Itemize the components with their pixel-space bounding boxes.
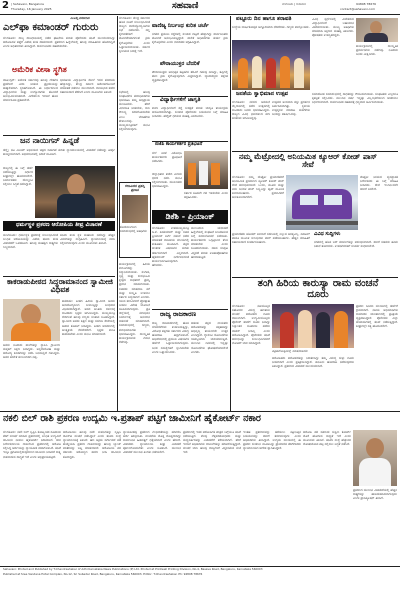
center-body-g: ಬೆಂಗಳೂರು: ಉಪಮುಖ್ಯಮಂತ್ರಿ ಡಿ.ಕೆ. ಶಿವಕುಮಾರ್ ಮತ್ತು ಸಚಿವ ಪ್ರಿಯಾಂಕ್ ಖರ್ಗೆ ನಡುವೆ ನಡೆದ ಮಾತುಕತೆ ರಾಜಕೀಯ ವಲಯದಲ್ಲಿ ಕುತೂಹಲ ಮೂಡಿಸಿದೆ. ಪಕ್ಷದ ಆಂತರಿಕ ವಿಷಯಗಳ ಕುರಿತು ಚರ್ಚಿಸಲಾಗಿದೆ ಎನ್ನಲಾಗಿದೆ. ಹೈಕಮಾಂಡ್ ನಿರ್ದೇಶನದಂತೆ ಕಾರ್ಯನಿರ್ವಹಿಸುವುದಾಗಿ ಹೇಳಿದರು. bbox=[152, 226, 189, 267]
right-body-i: ಬೆಂಗಳೂರು: ನಟಿಯೊಬ್ಬರ ಸಹೋದರಿ ವಿರುದ್ಧ ಹಣಕಾಸು ವಂಚನೆ ಆರೋಪದ ದೂರು ದಾಖಲಾಗಿದೆ. ಉದ್ಯಮಿಯೊಬ್ಬರು ಪೊಲೀಸ್ ಠಾಣೆಗೆ ದೂರು ನೀಡಿದ್ದು ಲಕ್ಷಾಂತರ ರೂಪಾಯಿ ಪಡೆದು ವಾಪಸ್ ನೀಡಿಲ್ಲ ಎಂದು ಆರೋಪಿಸಿದ್ದಾರೆ. ಪೊಲೀಸರು ತನಿಖೆ ಆರಂಭಿಸಿದ್ದು ಸಂಬಂಧಿಸಿದವರಿಗೆ ನೋಟಿಸ್ ಜಾರಿ ಮಾಡಿದ್ದಾರೆ. bbox=[232, 304, 270, 345]
page-number: 2 bbox=[2, 0, 9, 11]
col1-body-c: ಭಾರತೀಯ ವಿದ್ಯಾರ್ಥಿಗಳ ಮೇಲೆ ಇದರ ಪರಿಣಾಮ ಹೆಚ್ಚಾಗಿದ್ದು, ಕೇಂದ್ರ ಸರ್ಕಾರ ಅಮೆರಿಕದೊಂದಿಗೆ ಮಾತುಕತೆ ನಡೆಸಲು ಮುಂದಾಗಿದೆ. ರಾಯಭಾರ ಕಚೇರಿ ಸಹಾಯವಾಣಿ ತೆರೆದಿದೆ ಎಂದು ಮೂಲಗಳು ತಿಳಿಸಿವೆ. bbox=[60, 78, 115, 95]
col-divider-2 bbox=[230, 16, 231, 411]
col2-body-c: ಕಾರ್ಯಕ್ರಮದಲ್ಲಿ ಹಿರಿಯ ಕಲಾವಿದರನ್ನು ಸನ್ಮಾನಿಸಲಾಯಿತು. ಸಂಗೀತ, ನೃತ್ಯ ಮತ್ತು ರಂಗಭೂಮಿ ಕ್ಷೇತ್ರದ ಸಾಧಕರಿಗೆ ಪ್ರಶಸ್ತಿ ಪ್ರದಾನ ಮಾಡಲಾಯಿತು. ಸಚಿವರು ಮಾತನಾಡಿ ಕಲೆ ಮತ್ತು ಸಂಸ್ಕೃತಿ ಉಳಿಸಲು ಸರ್ಕಾರ ಬದ್ಧವಾಗಿದೆ ಎಂದರು. ಯುವ ಕಲಾವಿದರಿಗೆ ಪ್ರೋತ್ಸಾಹ ನೀಡಲು ವಿಶೇಷ ಯೋಜನೆ ರೂಪಿಸಲಾಗುವುದು. ಪ್ರತಿ ಜಿಲ್ಲೆಯಲ್ಲಿ ಕಲಾಭವನ ನಿರ್ಮಾಣಕ್ಕೆ ಅನುದಾನ ಬಿಡುಗಡೆ ಮಾಡಲಾಗಿದೆ. ಸಮಾರಂಭದಲ್ಲಿ ಗಣ್ಯರು, ಕಲಾಭಿಮಾನಿಗಳು ಭಾಗವಹಿಸಿದ್ದರು. ಸಾಂಸ್ಕೃತಿಕ ಕಾರ್ಯಕ್ರಮಗಳು ಗಮನ ಸೆಳೆದವು. bbox=[119, 262, 150, 344]
center-body-e: ಜಿಲ್ಲಾಧಿಕಾರಿ ಕಚೇರಿ ಎದುರು ಧರಣಿ ನಡೆಸಿ ಮನವಿ ಸಲ್ಲಿಸಲಾಯಿತು. ಮುಖಂಡರು ಭಾಗವಹಿಸಿದ್ದರು. bbox=[152, 172, 182, 189]
col2-body-b: ಸಭೆಯಲ್ಲಿ ಹಲವು ಸಂಘಟನೆಗಳ ಪದಾಧಿಕಾರಿಗಳು ಭಾಗವಹಿಸಿ ತಮ್ಮ ಅಭಿಪ್ರಾಯ ಮಂಡಿಸಿದರು. ತೆರಿಗೆ ವಿನಾಯಿತಿ ನೀಡಬೇಕು, ಸಾಲ ಸೌಲಭ್ಯ ಸರಳಗೊಳಿಸಬೇಕು ಎಂಬ ಬೇಡಿಕೆಗಳು ಕೇಳಿಬಂದವು. ಮುಖ್ಯಮಂತ್ರಿಗಳಿಗೆ ಮನವಿ ಸಲ್ಲಿಸಲಾಗುವುದು. bbox=[119, 90, 150, 131]
right-body-g: ಪ್ರಯಾಣಿಕರು ಟೋಕನ್ ಖರೀದಿಗೆ ಸರದಿಯಲ್ಲಿ ನಿಲ್ಲುವ ಅಗತ್ಯವಿಲ್ಲ. ಡಿಜಿಟಲ್ ಪಾವತಿ ಮೂಲಕ ಸುಲಭವಾಗಿ ಪಾಸ್ ಪಡೆಯಬಹುದು. ಹೆಚ್ಚಿನ ಮಾಹಿತಿಗೆ ಸಹಾಯವಾಣಿ ಸಂಪರ್ಕಿಸಬಹುದು. bbox=[232, 232, 310, 245]
banner-rule-top bbox=[0, 411, 400, 412]
col1-body-e: ರಾಜ್ಯದಲ್ಲಿ ಈ ಬಗ್ಗೆ ಚರ್ಚೆ ನಡೆಯುತ್ತಿದ್ದು ನಿರ್ಧಾರ ಶೀಘ್ರದಲ್ಲೇ ಹೊರಬೀಳಲಿದೆ. ನಿರ್ಮಾಪಕರು ಮೇಲ್ಮನವಿ ಸಲ್ಲಿಸಲು ಸಿದ್ಧತೆ ನಡೆಸಿದ್ದಾರೆ. bbox=[3, 166, 33, 187]
col1-body-d: ಚೆನ್ನೈ: ನಟ ವಿಜಯ್ ಅಭಿನಯದ ಚಿತ್ರದ ಬಿಡುಗಡೆ ಕುರಿತು ನ್ಯಾಯಾಲಯದಲ್ಲಿ ವಿಚಾರಣೆ ನಡೆದಿದ್ದು ತೀರ್ಪು ಕಾಯ್ದಿರಿಸಲಾಗಿದೆ. ಅಭಿಮಾನಿಗಳಲ್ಲಿ ನಿರಾಸೆ ಮೂಡಿದೆ. bbox=[3, 148, 115, 157]
right-photo-event bbox=[232, 40, 310, 90]
center-body-i: ರಾಜ್ಯ ರಾಜಕಾರಣದಲ್ಲಿ ಹೊಸ ಬೆಳವಣಿಗೆಗಳು ಕಂಡುಬರುತ್ತಿದ್ದು, ವಿರೋಧ ಪಕ್ಷಗಳು ಸರ್ಕಾರದ ವಿರುದ್ಧ ಹೋರಾಟ ತೀವ್ರಗೊಳಿಸಿವೆ. ಅಧಿವೇಶನದಲ್ಲಿ ಪ್ರಮುಖ ವಿಷಯಗಳ ಚರ್ಚೆಗೆ ಒತ್ತಾಯಿಸಲಾಗುವುದು. ಜನರ ಸಮಸ್ಯೆಗಳಿಗೆ ಸ್ಪಂದಿಸಬೇಕು ಎಂದು ಒತ್ತಾಯಿಸಿದರು. bbox=[152, 321, 189, 354]
right-body-d: ಸಮಾರೋಪ ಸಮಾರಂಭದಲ್ಲಿ ಸಾಧಕರನ್ನು ಗೌರವಿಸಲಾಯಿತು. ಸಂಘಟಕರು ಎಲ್ಲರಿಗೂ ಕೃತಜ್ಞತೆ ಸಲ್ಲಿಸಿದರು. ಮುಂದಿನ ವರ್ಷ ಇನ್ನಷ್ಟು ವಿಜೃಂಭಣೆಯಿಂದ ಆಚರಿಸಲು ನಿರ್ಧರಿಸಲಾಗಿದೆ. ಸಾರ್ವಜನಿಕರ ಸಹಕಾರಕ್ಕೆ ಧನ್ಯವಾದ ಅರ್ಪಿಸಲಾಯಿತು. bbox=[312, 92, 398, 105]
right-photo-group bbox=[272, 304, 354, 348]
masthead-logo: ಸಹವಾಣಿ bbox=[172, 1, 199, 11]
col2-box-title: ಕಲಾವಿದರ ಪ್ರಶಸ್ತಿ ಪ್ರದಾನ bbox=[125, 184, 145, 193]
banner-body-b: ಆರೋಪಿಯು ಹಲವು ನಕಲಿ ಕಂಪನಿಗಳನ್ನು ಸೃಷ್ಟಿಸಿ ಜಿಎಸ್‌ಟಿ ವಂಚನೆ ನಡೆಸಿದ್ದಾನೆ ಎಂದು ತನಿಖಾ ಸಂಸ್ಥೆ ನ್ಯಾಯಾಲಯಕ್ಕೆ ತಿಳಿಸಿದೆ. ಹಣ ಅಕ್ರಮ ವರ್ಗಾವಣೆ ತಡೆ ಕಾಯ್ದೆಯಡಿ ಪ್ರಕರಣ ದಾಖಲಾಗಿದ್ದು ಹಲವು ಬ್ಯಾಂಕ್ ಖಾತೆಗಳನ್ನು ಜಪ್ತಿ ಮಾಡಲಾಗಿದೆ. ಆರೋಪಿಯ ಪರ ವಕೀಲರು ಆರೋಗ್ಯದ ಕಾರಣ ನೀಡಿ ಜಾಮೀನು ಕೋರಿದ್ದರು. bbox=[63, 430, 121, 459]
col2-headline: ವಾಣಿಜ್ಯ ನಿರ್ಬಂಧ ಕುರಿತ ಚರ್ಚೆ bbox=[152, 23, 209, 29]
banner-photo-accused bbox=[353, 430, 397, 486]
right-photo-portrait bbox=[356, 18, 398, 42]
col1-sub: ಅಮೆರಿಕ ವೀಸಾ ಸ್ಥಗಿತ bbox=[12, 65, 67, 74]
right-body-h: ನಗರದಲ್ಲಿ ಹೊಸ ಬಸ್ ಮಾರ್ಗಗಳನ್ನು ಆರಂಭಿಸಲಾಗಿದೆ. ಸಾರಿಗೆ ಸಚಿವರು ಹಸಿರು ನಿಶಾನೆ ತೋರಿದರು. ಉಪನಗರಗಳಿಗೆ ಸಂಪರ್ಕ ಸುಧಾರಿಸಲಿದೆ. bbox=[314, 240, 398, 249]
col1-body-b: ವಾಷಿಂಗ್ಟನ್: ಅಮೆರಿಕ ಸರ್ಕಾರವು ಹಲವು ದೇಶಗಳ ಪ್ರಜೆಗಳಿಗೆ ವೀಸಾ ನೀಡುವ ಪ್ರಕ್ರಿಯೆಯನ್ನು ತಾತ್ಕಾಲಿಕವಾಗಿ ಸ್ಥಗಿತಗೊಳಿಸಿದೆ. ಈ ನಿರ್ಧಾರದಿಂದ ವಿದ್ಯಾರ್ಥಿಗಳು ಮತ್ತು ಉದ್ಯೋಗಿಗಳು ತೊಂದರೆ ಅನುಭವಿಸುವಂತಾಗಿದೆ. ವಿದೇಶಾಂಗ ಇಲಾಖೆ ಹೊಸ ಮಾರ್ಗಸೂಚಿ ಪ್ರಕಟಿಸಲಿದೆ. bbox=[3, 78, 58, 103]
right-body-f: ಮೆಟ್ರೋ ನಿಗಮದ ವ್ಯವಸ್ಥಾಪಕ ನಿರ್ದೇಶಕರು ಈ ಬಗ್ಗೆ ಮಾಹಿತಿ ನೀಡಿದರು. ಸೇವೆ ಇಂದಿನಿಂದಲೇ ಜಾರಿಗೆ ಬರಲಿದೆ. bbox=[360, 175, 398, 192]
masthead bbox=[0, 0, 400, 14]
col1-body-g: ತನಿಖಾ ತಂಡ ಸ್ಥಳ ಮಹಜರು ನಡೆಸಿದ್ದು ಹೆಚ್ಚಿನ ವಿವರಗಳನ್ನು ಸಂಗ್ರಹಿಸಿದೆ. ನ್ಯಾಯಾಲಯಕ್ಕೆ ವರದಿ ಸಲ್ಲಿಸಲಾಗುವುದು ಎಂದು ಮೂಲಗಳು ತಿಳಿಸಿವೆ. bbox=[60, 233, 115, 246]
right-photo-metro bbox=[286, 175, 358, 230]
col2-box-caption: ಕೋರಮಂಗಲದ ಸಮಾರಂಭದಲ್ಲಿ ಅತಿಥಿಗಳು bbox=[120, 225, 147, 234]
center-body-d: ಬೆಲೆ ಏರಿಕೆ ವಿರೋಧಿಸಿ ಕಾರ್ಯಕರ್ತರು ಪ್ರತಿಭಟನೆ ನಡೆಸಿದರು. bbox=[152, 151, 182, 164]
center-state-head: ರಾಜ್ಯ ರಾಜಕಾರಣ bbox=[160, 310, 197, 318]
right-body-a: ಸಂಸ್ಥೆಯ ವಾರ್ಷಿಕೋತ್ಸವ ಅದ್ದೂರಿಯಾಗಿ ನೆರವೇರಿತು. ಗಣ್ಯರು ಪಾಲ್ಗೊಂಡರು. bbox=[232, 25, 310, 29]
center-heading-3: ಬಿಜೆಪಿ ಕಾರ್ಯಕರ್ತರ ಪ್ರತಿಭಟನೆ bbox=[155, 142, 203, 147]
footer-line-1: Sahavani: Printed and Published by T.Chandrashekar of Adhi Karnataka News Publications (P) Ltd. Printed at Printwell Printing Division, No.4, Basava Road, Bengaluru, Karnataka 560003 bbox=[3, 567, 263, 571]
right-side-head: ವಿವಿಧ ಸುದ್ದಿಗಳು bbox=[314, 231, 341, 237]
masthead-phone: 94808 78676 bbox=[356, 2, 377, 6]
right-body-e: ಬೆಂಗಳೂರು: ನಮ್ಮ ಮೆಟ್ರೋ ಪ್ರಯಾಣಿಕರಿಗೆ ಅನಿಯಮಿತ ಪ್ರಯಾಣದ ಕ್ಯೂಆರ್ ಕೋಡ್ ಪಾಸ್ ಸೇವೆ ಆರಂಭಿಸಲಾಗಿದೆ. ಒಂದು, ಮೂರು ಮತ್ತು ಐದು ದಿನಗಳ ಪಾಸ್ ಲಭ್ಯವಿದ್ದು ಆ್ಯಪ್ ಮೂಲಕ ಖರೀದಿಸಬಹುದು. ಪ್ರವಾಸಿಗರಿಗೆ ಅನುಕೂಲವಾಗಲಿದೆ. bbox=[232, 175, 284, 200]
center-heading-2: ವಿದ್ಯಾರ್ಥಿಗಳಿಗೆ ಜಾಗೃತಿ bbox=[160, 97, 201, 103]
masthead-left-line2: Thursday, 16 January 2025 bbox=[11, 7, 52, 11]
banner-body-a: ಬೆಂಗಳೂರು: ನಕಲಿ ಬಿಲ್ ಸೃಷ್ಟಿಸಿ ಕೋಟ್ಯಂತರ ರೂಪಾಯಿ ತೆರಿಗೆ ವಂಚನೆ ಮಾಡಿದ ಪ್ರಕರಣದಲ್ಲಿ ಬಂಧಿತ ಉದ್ಯಮಿಗೆ ಜಾಮೀನು ನೀಡಲು ಹೈಕೋರ್ಟ್ ನಿರಾಕರಿಸಿದೆ. ಜಾರಿ ನಿರ್ದೇಶನಾಲಯ ದಾಖಲಿಸಿದ ಪ್ರಕರಣದಲ್ಲಿ ಆರೋಪಿ ಸಲ್ಲಿಸಿದ್ದ ಅರ್ಜಿಯನ್ನು ನ್ಯಾಯಪೀಠ ವಜಾಗೊಳಿಸಿದೆ. ತನಿಖೆ ಇನ್ನೂ ಪ್ರಗತಿಯಲ್ಲಿರುವುದರಿಂದ ಜಾಮೀನು ನೀಡಿದರೆ ಸಾಕ್ಷ್ಯ ನಾಶವಾಗುವ ಸಾಧ್ಯತೆ ಇದೆ ಎಂದು ಅಭಿಪ್ರಾಯಪಟ್ಟಿದೆ. bbox=[3, 430, 61, 459]
right-big-head: ತಂಗಿ ಹಿರಿಯ ಕಾರುಸ್ಯಾ ರಾಮ ವಂಚನೆ ದೂರು bbox=[257, 278, 379, 300]
center-body-a: ನಗರದ ಪ್ರಮುಖ ರಸ್ತೆಗಳಲ್ಲಿ ಸಂಚಾರ ದಟ್ಟಣೆ ಹೆಚ್ಚಾಗಿದ್ದು ಸಾರ್ವಜನಿಕರು ತೊಂದರೆ ಅನುಭವಿಸುತ್ತಿದ್ದಾರೆ. ಪಾಲಿಕೆ ಅಧಿಕಾರಿಗಳು ತುರ್ತು ಕ್ರಮ ಕೈಗೊಳ್ಳಬೇಕು ಎಂದು ನಾಗರಿಕರು ಆಗ್ರಹಿಸಿದ್ದಾರೆ. bbox=[152, 32, 228, 45]
center-dk-head: ಡಿಕೆಶಿ - ಪ್ರಿಯಾಂಕ್ bbox=[152, 210, 228, 224]
col1-body-h: ಕಾಕರಾಡು: ಪೀಠದ ಹಿರಿಯ ಸ್ವಾಮೀಜಿ ಅವರು ಅನಾರೋಗ್ಯದಿಂದ ಬಳಲುತ್ತಿದ್ದು ಬುಧವಾರ ವಿಧಿವಶರಾಗಿದ್ದಾರೆ. ಅವರ ಅಂತಿಮ ದರ್ಶನಕ್ಕೆ ಸಾವಿರಾರು ಭಕ್ತರು ಆಗಮಿಸಿದ್ದರು. ಮುಖ್ಯಮಂತ್ರಿ ಸೇರಿದಂತೆ ಹಲವು ಗಣ್ಯರು ಸಂತಾಪ ಸೂಚಿಸಿದ್ದಾರೆ. ಸ್ವಾಮೀಜಿ ಅವರು ಶಿಕ್ಷಣ ಮತ್ತು ಸಮಾಜ ಸೇವೆಯಲ್ಲಿ ಅಪಾರ ಕೊಡುಗೆ ನೀಡಿದ್ದರು. ಪೀಠದ ಆವರಣದಲ್ಲಿ ಅಂತ್ಯಕ್ರಿಯೆ ನೆರವೇರಲಿದೆ. ಭಕ್ತರು ಶಾಂತಿ ಕಾಪಾಡಬೇಕು ಎಂದು ಮನವಿ ಮಾಡಲಾಗಿದೆ. bbox=[62, 299, 115, 336]
center-body-h: ಮುಂಬರುವ ಚುನಾವಣೆ ಹಿನ್ನೆಲೆಯಲ್ಲಿ ಸಂಘಟನೆ ಬಲಪಡಿಸುವ ಬಗ್ಗೆ ಸಮಾಲೋಚನೆ ನಡೆಯಿತು. ಕಾರ್ಯಕರ್ತರು ಒಗ್ಗಟ್ಟಿನಿಂದ ಕೆಲಸ ಮಾಡಬೇಕು ಎಂದು ಸೂಚಿಸಲಾಯಿತು. ಸಚಿವ ಸಂಪುಟ ವಿಸ್ತರಣೆ ಕುರಿತು ಊಹಾಪೋಹಗಳು ಹರಿದಾಡುತ್ತಿವೆ. bbox=[191, 226, 228, 259]
center-body-c: ಶಾಲಾ ವಿದ್ಯಾರ್ಥಿಗಳಿಗೆ ರಸ್ತೆ ಸುರಕ್ಷತೆ ಕುರಿತು ಜಾಗೃತಿ ಕಾರ್ಯಕ್ರಮ ಆಯೋಜಿಸಲಾಗಿತ್ತು. ಸಂಚಾರ ಪೊಲೀಸರು ನಿಯಮಗಳ ಬಗ್ಗೆ ಮಾಹಿತಿ ನೀಡಿದರು. ಹೆಲ್ಮೆಟ್ ಧರಿಸುವ ಮಹತ್ವ ವಿವರಿಸಿದರು. bbox=[152, 106, 228, 119]
col1-body-a: ಬೆಂಗಳೂರು: ರಾಜ್ಯ ರಾಜಧಾನಿಯಲ್ಲಿ ನಡೆದ ಘಟನೆಯ ಕುರಿತು ಪೊಲೀಸರು ತನಿಖೆ ಮುಂದುವರಿಸಿದ್ದು ಆರೋಪಿಗಳ ಪತ್ತೆಗೆ ವಿಶೇಷ ತಂಡ ರಚಿಸಲಾಗಿದೆ. ಪ್ರಕರಣದ ಹಿನ್ನೆಲೆಯಲ್ಲಿ ಹಲವು ಮಾಹಿತಿಗಳು ಹೊರಬಿದ್ದಿವೆ ಎಂದು ಅಧಿಕಾರಿಗಳು ತಿಳಿಸಿದ್ದಾರೆ. ಸಾರ್ವಜನಿಕರು ಸಹಕರಿಸಬೇಕು. bbox=[3, 36, 115, 49]
col1-body-f: ಮಂಗಳೂರು: ಧರ್ಮಸ್ಥಳ ಪ್ರಕರಣಕ್ಕೆ ಸಂಬಂಧಿಸಿದಂತೆ ಬಂಧಿತ ಆರೋಪಿಯನ್ನು ವಿಶೇಷ ತನಿಖಾ ತಂಡ ವಿಚಾರಣೆಗೆ ಒಳಪಡಿಸಿದೆ. ಹಲವು ಮಹತ್ವದ ಸಾಕ್ಷ್ಯಗಳು ಲಭ್ಯವಾಗಿವೆ. bbox=[3, 233, 58, 250]
col1-box-head: ಧರ್ಮಸ್ಥಳ ಪ್ರಕರಣ ಆರೋಪಿಯ ತೀವ್ರ ವಿಚಾರಣೆ bbox=[3, 221, 115, 231]
right-body-j: ಆರೋಪಿತರು ಆರೋಪಗಳನ್ನು ನಿರಾಕರಿಸಿದ್ದು ತಮ್ಮ ವಿರುದ್ಧ ಸುಳ್ಳು ದೂರು ನೀಡಲಾಗಿದೆ ಎಂದು ಪ್ರತಿಕ್ರಿಯಿಸಿದ್ದಾರೆ. ಕಾನೂನು ಹೋರಾಟ ನಡೆಸುವುದಾಗಿ ತಿಳಿಸಿದ್ದಾರೆ. ಪ್ರಕರಣದ ವಿಚಾರಣೆ ಮುಂದುವರಿದಿದೆ. bbox=[272, 356, 354, 369]
col1-body-i: ಅವರು ನೂರಾರು ಶಾಲೆಗಳನ್ನು ಸ್ಥಾಪಿಸಿ ಗ್ರಾಮೀಣ ಮಕ್ಕಳಿಗೆ ಶಿಕ್ಷಣ ನೀಡಿದ್ದರು. ಅನ್ನದಾಸೋಹ ಮತ್ತು ಆರೋಗ್ಯ ಶಿಬಿರಗಳನ್ನು ನಡೆಸಿ ಜನಮನ್ನಣೆ ಗಳಿಸಿದ್ದರು. ಅವರ ಅಗಲಿಕೆ ತುಂಬಲಾರದ ನಷ್ಟ. bbox=[3, 343, 60, 360]
col1-bottom-head: ಕಾಕರಾಡುಪೀಠದ ಸಿದ್ಧರಾಮಾನಂದ ಸ್ವಾಮೀಜಿ ವಿಧಿವಶ bbox=[7, 277, 113, 294]
col1-kicker: ಎಂಎಲ್ಸಿ ವರದಿಗಾರ bbox=[70, 16, 90, 20]
masthead-right-line1: ಬೆಂಗಳೂರು | ಗುರುವಾರ bbox=[282, 2, 306, 6]
col1-photo-swamiji bbox=[3, 299, 60, 341]
right-body-k: ಪ್ರಕರಣ ಸಿನಿಮಾ ವಲಯದಲ್ಲಿ ಚರ್ಚೆಗೆ ಗ್ರಾಸವಾಗಿದೆ. ನಟಿಯ ಅಭಿಮಾನಿಗಳು ಸಾಮಾಜಿಕ ಜಾಲತಾಣದಲ್ಲಿ ಪ್ರತಿಕ್ರಿಯೆ ವ್ಯಕ್ತಪಡಿಸಿದ್ದಾರೆ. ಪೊಲೀಸರು ಎಲ್ಲಾ ಆಯಾಮಗಳಲ್ಲಿ ತನಿಖೆ ನಡೆಸುತ್ತಿದ್ದಾರೆ. ಶೀಘ್ರದಲ್ಲೇ ಸತ್ಯ ಹೊರಬರಲಿದೆ. bbox=[356, 304, 398, 329]
right-caption-2: ಪತ್ರಿಕಾಗೋಷ್ಠಿಯಲ್ಲಿ ಮಾತನಾಡಿದರು bbox=[272, 349, 308, 353]
masthead-rule bbox=[0, 14, 400, 15]
right-body-c: ಉತ್ಸವದ ಅಂಗವಾಗಿ ವಸ್ತು ಪ್ರದರ್ಶನ ಏರ್ಪಡಿಸಲಾಗಿತ್ತು. ಸ್ಥಳೀಯ ಉತ್ಪನ್ನಗಳ ಮಾರಾಟ ಮಳಿಗೆಗಳು ಜನರನ್ನು ಆಕರ್ಷಿಸಿದವು. bbox=[272, 100, 310, 117]
col2-box-photo bbox=[122, 195, 148, 223]
center-photo-protest bbox=[184, 151, 228, 189]
center-body-j: ಆಡಳಿತ ಪಕ್ಷದ ನಾಯಕರು ಆರೋಪಗಳನ್ನು ತಳ್ಳಿಹಾಕಿದ್ದು ಅಭಿವೃದ್ಧಿ ಕಾರ್ಯಗಳೇ ಉತ್ತರ ಎಂದಿದ್ದಾರೆ. ಗ್ಯಾರಂಟಿ ಯೋಜನೆಗಳು ಯಶಸ್ವಿಯಾಗಿ ಜಾರಿಯಾಗುತ್ತಿವೆ. ಮುಂದಿನ ದಿನಗಳಲ್ಲಿ ಇನ್ನಷ್ಟು ಯೋಜನೆಗಳು ಘೋಷಣೆಯಾಗಲಿವೆ ಎಂದರು. bbox=[191, 321, 228, 354]
right-col-a: ವಿವಿಧ ಸ್ಪರ್ಧೆಗಳಲ್ಲಿ ವಿಜೇತರಾದ ವಿದ್ಯಾರ್ಥಿಗಳಿಗೆ ಬಹುಮಾನ ವಿತರಿಸಲಾಯಿತು. ಮುಖ್ಯ ಅತಿಥಿಗಳು ಮಾತನಾಡಿ ಶಿಕ್ಷಣದ ಮಹತ್ವ ತಿಳಿಸಿದರು. ಪೋಷಕರು ಉಪಸ್ಥಿತರಿದ್ದರು. bbox=[312, 17, 354, 38]
right-metro-head: ನಮ್ಮ ಮೆಟ್ರೋದಲ್ಲಿ ಅನಿಯಮಿತ ಕ್ಯೂಆರ್ ಕೋಡ್ ಪಾಸ್ ಸೇವೆ bbox=[238, 152, 378, 169]
banner-body-g: ಪ್ರಕರಣದ ಮುಂದಿನ ವಿಚಾರಣೆಯಲ್ಲಿ ಹೆಚ್ಚಿನ ಸಾಕ್ಷ್ಯಗಳನ್ನು ಹಾಜರುಪಡಿಸಲಾಗುವುದು ಎಂದು ಪ್ರಾಸಿಕ್ಯೂಷನ್ ತಿಳಿಸಿದೆ. bbox=[353, 488, 397, 501]
banner-body-c: ನ್ಯಾಯಪೀಠವು ಪ್ರಕರಣದ ಗಂಭೀರತೆಯನ್ನು ಪರಿಗಣಿಸಿ ಅರ್ಜಿ ತಿರಸ್ಕರಿಸಿತು. ವಂಚನೆಯ ಮೊತ್ತ ದೊಡ್ಡದಾಗಿದ್ದು ಸಾರ್ವಜನಿಕ ಹಿತಾಸಕ್ತಿಗೆ ಧಕ್ಕೆಯಾಗಿದೆ ಎಂದು ಹೇಳಿದೆ. ವಿಚಾರಣಾ ನ್ಯಾಯಾಲಯ ಶೀಘ್ರ ವಿಚಾರಣೆ ಪೂರ್ಣಗೊಳಿಸಬೇಕು ಎಂದು ಸೂಚಿಸಿದೆ. ಮುಂದಿನ ವಿಚಾರಣೆ ಮುಂದಿನ ತಿಂಗಳು ನಡೆಯಲಿದೆ. bbox=[123, 430, 181, 455]
banner-body-d: ಪ್ರಕರಣದಲ್ಲಿ ಇತರ ಆರೋಪಿಗಳ ಪಾತ್ರದ ಬಗ್ಗೆಯೂ ತನಿಖೆ ನಡೆಯುತ್ತಿದೆ. ಕೆಲವು ಲೆಕ್ಕಪರಿಶೋಧಕರು ಮತ್ತು ಮಧ್ಯವರ್ತಿಗಳನ್ನು ವಿಚಾರಣೆಗೆ ಕರೆಯಲಾಗಿದೆ. ತೆರಿಗೆ ಇಲಾಖೆ ಅಧಿಕಾರಿಗಳು ದಾಖಲೆಗಳನ್ನು ಪರಿಶೀಲಿಸುತ್ತಿದ್ದಾರೆ. ವಂಚನೆ ಜಾಲ ಹಲವು ರಾಜ್ಯಗಳಿಗೆ ವಿಸ್ತರಿಸಿರುವ ಶಂಕೆ ಇದೆ. bbox=[183, 430, 241, 455]
right-top-head: ಪಟ್ಟೂರು ದಿನ ಹಾಗೂ ಶರಾವತಿ bbox=[236, 16, 292, 22]
center-body-b: ಪೌರಾಯುಕ್ತರು ಅನಧಿಕೃತ ಕಟ್ಟಡಗಳ ತೆರವಿಗೆ ಗಡುವು ನೀಡಿದ್ದು, ತಪ್ಪಿದಲ್ಲಿ ಕಠಿಣ ಕ್ರಮ ಕೈಗೊಳ್ಳುವುದಾಗಿ ಎಚ್ಚರಿಸಿದ್ದಾರೆ. ವ್ಯಾಪಾರಸ್ಥರು ಆಕ್ಷೇಪ ವ್ಯಕ್ತಪಡಿಸಿದ್ದಾರೆ. bbox=[152, 70, 228, 83]
masthead-left-line1: | Sahavani, Bangalore bbox=[11, 2, 44, 6]
right-col-b: ಕಾರ್ಯಕ್ರಮದಲ್ಲಿ ಸಾಂಸ್ಕೃತಿಕ ಪ್ರದರ್ಶನಗಳು ನಡೆದವು. ನೂರಾರು ಜನರು ವೀಕ್ಷಿಸಿದರು. bbox=[356, 44, 398, 57]
banner-body-e: ಇಂತಹ ಪ್ರಕರಣಗಳನ್ನು ತಡೆಯಲು ಕಟ್ಟುನಿಟ್ಟಿನ ನಿಯಮಗಳನ್ನು ಜಾರಿಗೆ ತರಲಾಗುವುದು ಎಂದು ಅಧಿಕಾರಿಗಳು ತಿಳಿಸಿದ್ದಾರೆ. ಉದ್ಯಮ ವಲಯದಲ್ಲಿ ಈ ಪ್ರಕರಣ ಸಂಚಲನ ಮೂಡಿಸಿದ್ದು ಪ್ರಾಮಾಣಿಕ ತೆರಿಗೆದಾರರು ನ್ಯಾಯಾಲಯದ ಆದೇಶ ಸ್ವಾಗತಿಸಿದ್ದಾರೆ. bbox=[243, 430, 301, 451]
center-heading-1: ಪೌರಾಯುಕ್ತರ ಬೆದರಿಕೆ bbox=[160, 61, 200, 67]
col-divider-1 bbox=[117, 16, 118, 411]
right-caption-1: ಜನತೆಯ ಸ್ವಾಭಿಮಾನ ಉತ್ಸವ bbox=[236, 91, 289, 97]
footer-line-2: Published at Sree Vandana Hotel Complex, No.12, Sri Subedar Road, Bengaluru, Karnataka 560003. Editor: T.Chandrashekar. Ph: 94808 78676 bbox=[3, 572, 203, 576]
col2-body-a: ಬೆಂಗಳೂರು: ಕೇಂದ್ರ ಸರ್ಕಾರದ ಹೊಸ ನೀತಿಗೆ ಸಂಬಂಧಿಸಿದಂತೆ ರಾಜ್ಯದ ವಾಣಿಜ್ಯೋದ್ಯಮಿಗಳು ಸಭೆ ನಡೆಸಿದರು. ಸಣ್ಣ ಕೈಗಾರಿಕೆಗಳಿಗೆ ತೊಂದರೆಯಾಗದಂತೆ ಕ್ರಮ ಕೈಗೊಳ್ಳಬೇಕು ಎಂದು ಒತ್ತಾಯಿಸಲಾಯಿತು. ಸರ್ಕಾರ ಸ್ಪಂದಿಸುವ ನಿರೀಕ್ಷೆ ಇದೆ. bbox=[119, 16, 150, 53]
col1-headline: ಎಲ್‌ಫಾ ಕಮಾಂಡರ್ ಗುರುರು bbox=[3, 22, 99, 33]
banner-body-f: ಆರೋಪಿ ಪರ ವಕೀಲರು ಸುಪ್ರೀಂ ಕೋರ್ಟ್ ಮೊರೆ ಹೋಗುವ ಸಾಧ್ಯತೆ ಇದೆ ಎಂದು ಮೂಲಗಳು ತಿಳಿಸಿವೆ. ತನಿಖಾ ಸಂಸ್ಥೆ ಹೆಚ್ಚುವರಿ ದೋಷಾರೋಪ ಪಟ್ಟಿ ಸಲ್ಲಿಸಲು ಸಿದ್ಧತೆ ನಡೆಸಿದೆ. bbox=[303, 430, 351, 447]
col1-mid-head: ಜನ ನಾಯಿಗನ್ ಹಿನ್ನಡೆ bbox=[20, 136, 80, 145]
banner-headline: ನಕಲಿ ಬಿಲ್ ರಾಶಿ ಪ್ರಕರಣ ಉದ್ಯಮಿ ಇ.ಪ್ರತಾಪ್ ಪಟ್ಟಿಗೆ ಜಾಮೀನಿಗೆ ಹೈಕೋರ್ಟ್ ನಕಾರ bbox=[3, 414, 261, 424]
masthead-right-line2: contact@sahavani.com bbox=[340, 7, 376, 11]
right-body-b: ಬೆಂಗಳೂರು: ನಗರದ ಅರಮನೆ ಮೈದಾನದಲ್ಲಿ ನಡೆದ ಉತ್ಸವದಲ್ಲಿ ಸಾವಿರಾರು ಜನರು ಭಾಗವಹಿಸಿದ್ದರು. ರಾಜ್ಯದ ವಿವಿಧ ಭಾಗಗಳಿಂದ ಕಲಾ ತಂಡಗಳು ಆಗಮಿಸಿದ್ದವು. bbox=[232, 100, 270, 121]
center-body-f: ಸರ್ಕಾರ ಕೂಡಲೇ ದರ ಇಳಿಸಬೇಕು ಎಂದು ಆಗ್ರಹಿಸಿದರು. bbox=[184, 191, 228, 200]
col1-photo-actor bbox=[35, 166, 115, 218]
